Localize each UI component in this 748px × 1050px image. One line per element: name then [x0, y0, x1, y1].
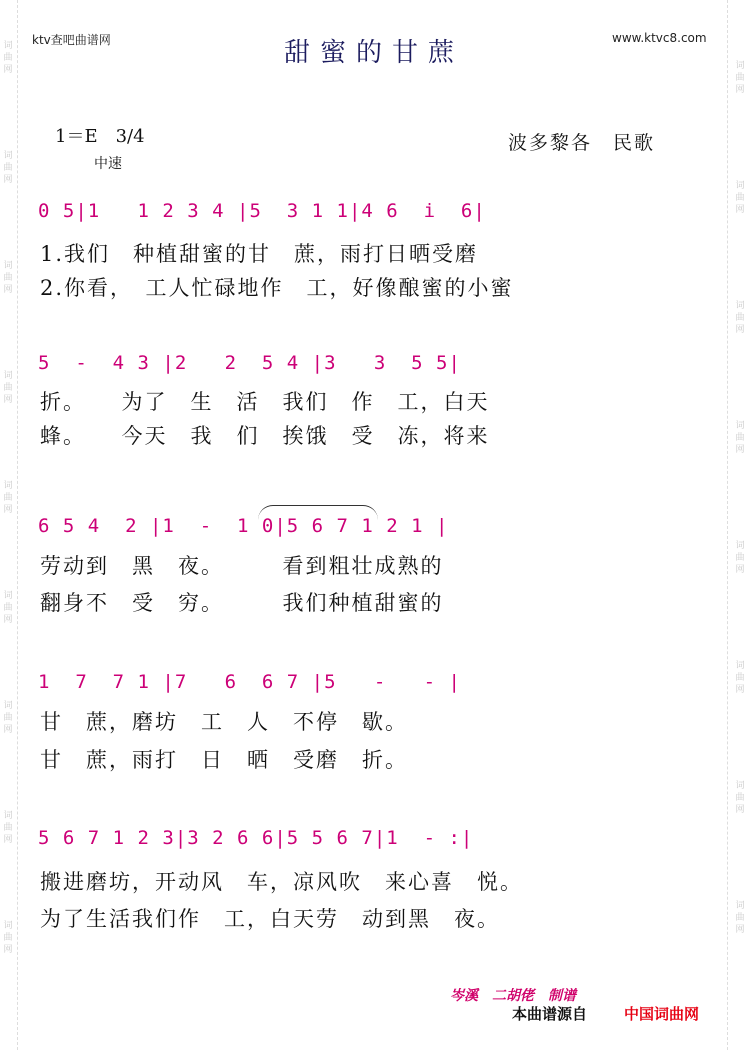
notation-line-2: 5 - 4 3 |2 2 5 4 |3 3 5 5|: [38, 352, 461, 374]
watermark-left: 词曲网: [3, 811, 13, 845]
left-margin-line: [17, 0, 18, 1050]
lyric-line-3-verse-2: 翻身不 受 穷。 我们种植甜蜜的: [40, 591, 444, 615]
watermark-right: 词曲网: [735, 181, 745, 215]
watermark-left: 词曲网: [3, 151, 13, 185]
lyric-line-2-verse-2: 蜂。 今天 我 们 挨饿 受 冻，将来: [40, 424, 490, 448]
watermark-right: 词曲网: [735, 661, 745, 695]
lyric-line-5-verse-2: 为了生活我们作 工，白天劳 动到黑 夜。: [40, 907, 500, 931]
watermark-right: 词曲网: [735, 301, 745, 335]
watermark-right: 词曲网: [735, 421, 745, 455]
key-signature: 1＝E 3/4: [55, 126, 145, 147]
watermark-left: 词曲网: [3, 481, 13, 515]
right-margin-line: [727, 0, 728, 1050]
site-url-right: www.ktvc8.com: [612, 31, 707, 45]
lyric-line-1-verse-1: 1.我们 种植甜蜜的甘 蔗，雨打日晒受磨: [40, 242, 479, 266]
watermark-right: 词曲网: [735, 61, 745, 95]
watermark-right: 词曲网: [735, 781, 745, 815]
lyric-line-4-verse-1: 甘 蔗，磨坊 工 人 不停 歇。: [40, 710, 408, 734]
genre-label: 波多黎各 民歌: [508, 132, 656, 154]
notation-line-5: 5 6 7 1 2 3|3 2 6 6|5 5 6 7|1 - :|: [38, 827, 474, 849]
watermark-left: 词曲网: [3, 921, 13, 955]
watermark-left: 词曲网: [3, 701, 13, 735]
site-name-left: ktv查吧曲谱网: [32, 33, 111, 47]
watermark-left: 词曲网: [3, 371, 13, 405]
lyric-line-3-verse-1: 劳动到 黑 夜。 看到粗壮成熟的: [40, 554, 444, 578]
watermark-left: 词曲网: [3, 591, 13, 625]
source-label: 本曲谱源自: [512, 1005, 588, 1023]
source-site-link[interactable]: 中国词曲网: [624, 1005, 700, 1023]
tempo-marking: 中速: [94, 156, 122, 172]
lyric-line-4-verse-2: 甘 蔗，雨打 日 晒 受磨 折。: [40, 748, 408, 772]
notation-line-4: 1 7 7 1 |7 6 6 7 |5 - - |: [38, 671, 461, 693]
lyric-line-5-verse-1: 搬进磨坊，开动风 车，凉风吹 来心喜 悦。: [40, 870, 523, 894]
watermark-right: 词曲网: [735, 901, 745, 935]
song-title: 甜蜜的甘蔗: [283, 38, 464, 68]
lyric-line-2-verse-1: 折。 为了 生 活 我们 作 工，白天: [40, 390, 490, 414]
notation-line-1: 0 5|1 1 2 3 4 |5 3 1 1|4 6 i 6|: [38, 200, 486, 222]
watermark-left: 词曲网: [3, 41, 13, 75]
watermark-left: 词曲网: [3, 261, 13, 295]
watermark-right: 词曲网: [735, 541, 745, 575]
notation-line-3: 6 5 4 2 |1 - 1 0|5 6 7 1 2 1 |: [38, 515, 449, 537]
transcriber-credit: 岑溪 二胡佬 制谱: [450, 988, 576, 1004]
lyric-line-1-verse-2: 2.你看， 工人忙碌地作 工，好像酿蜜的小蜜: [40, 276, 514, 300]
